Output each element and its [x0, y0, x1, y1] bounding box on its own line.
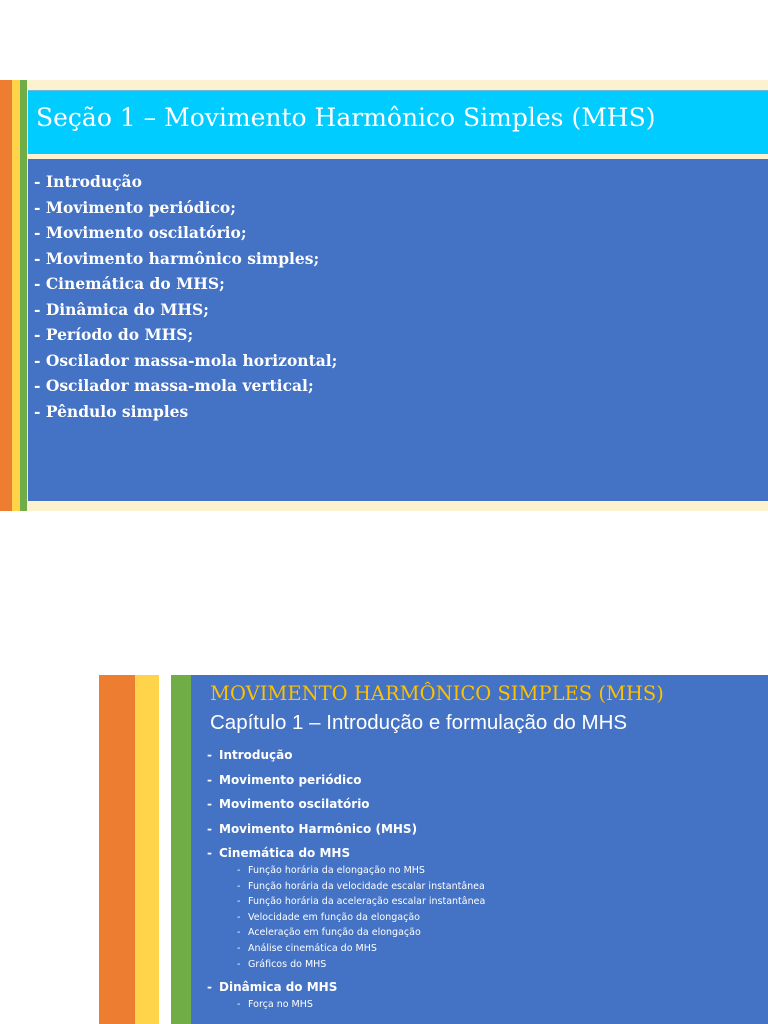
white-stripe [159, 675, 171, 1024]
chapter-topic-item: - Dinâmica do MHS - Força no MHS [207, 979, 485, 1013]
chapter-topic-item: - Movimento oscilatório [207, 797, 370, 811]
subtopic-item: - Função horária da velocidade escalar instantânea [237, 880, 485, 892]
topic-item: - Pêndulo simples [34, 401, 189, 421]
slide-section-1 [0, 80, 768, 511]
subtopic-item: - Gráficos do MHS [237, 958, 327, 970]
topic-item: - Oscilador massa-mola vertical; [34, 376, 314, 395]
topic-item: - Movimento harmônico simples; [34, 248, 320, 268]
topic-item: - Cinemática do MHS; [34, 274, 225, 293]
chapter-topic-item: - Movimento Harmônico (MHS) [207, 821, 418, 836]
yellow-stripe [135, 675, 159, 1024]
chapter-topic-item: - Introdução [207, 748, 293, 762]
yellow-stripe [12, 80, 20, 511]
topic-item: - Oscilador massa-mola horizontal; [34, 350, 338, 370]
subtopic-list [207, 863, 485, 972]
topic-list [34, 169, 337, 424]
topic-item: - Período do MHS; [34, 325, 194, 344]
subtopic-item: - Análise cinemática do MHS [237, 942, 377, 954]
slide-title-box [28, 90, 768, 154]
slide-title: Seção 1 – Movimento Harmônico Simples (MHS) [36, 103, 656, 132]
orange-stripe [0, 80, 12, 511]
subtopic-item: - Aceleração em função da elongação [237, 927, 421, 939]
slide-body [28, 159, 768, 501]
slide-title: MOVIMENTO HARMÔNICO SIMPLES (MHS) [210, 682, 664, 705]
subtopic-list [207, 997, 485, 1013]
topic-item: - Movimento oscilatório; [34, 223, 247, 242]
orange-stripe [99, 675, 135, 1024]
topic-item: - Movimento periódico; [34, 197, 236, 217]
subtopic-item: - Velocidade em função da elongação [237, 911, 420, 923]
topic-item: - Dinâmica do MHS; [34, 299, 209, 319]
chapter-topic-item: - Cinemática do MHS - Função horária da elongação no MHS - Função horária da velocidade escalar instantânea - Função horária da aceleração escalar instantânea - Velocidade em função da elongação - Aceleração em função da elongação - Análise cinemática do MHS - Gráficos do MHS [207, 845, 485, 972]
subtopic-item: - Função horária da elongação no MHS [237, 865, 425, 876]
subtopic-item: - Função horária da aceleração escalar instantânea [237, 896, 486, 908]
slide-chapter-1 [99, 675, 768, 1024]
topic-item: - Introdução [34, 172, 142, 191]
green-stripe [171, 675, 191, 1024]
chapter-topic-item: - Movimento periódico [207, 772, 362, 787]
slide-subtitle: Capítulo 1 – Introdução e formulação do MHS [210, 711, 628, 734]
chapter-topic-list [207, 747, 485, 1020]
subtopic-item: - Força no MHS [237, 999, 313, 1011]
green-stripe [20, 80, 27, 511]
